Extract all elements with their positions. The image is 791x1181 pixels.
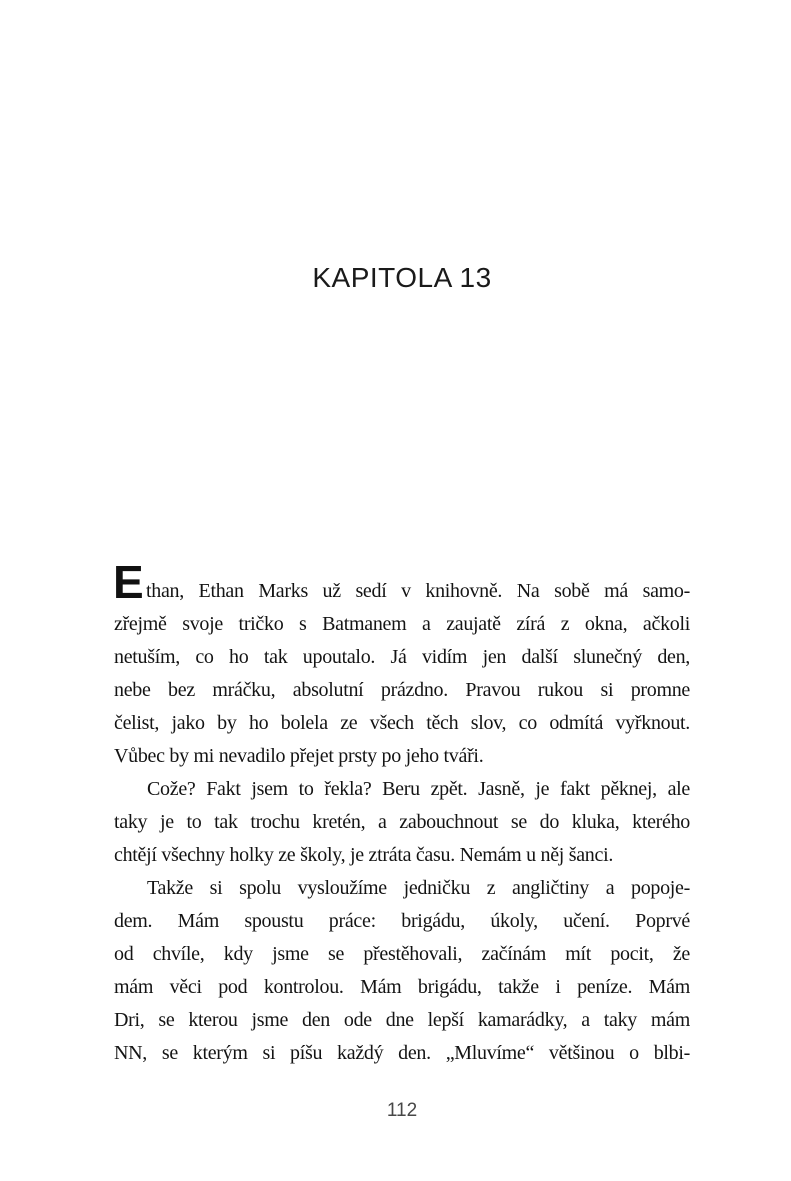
body-line: nebe bez mráčku, absolutní prázdno. Pravou rukou si promne xyxy=(114,679,690,701)
body-line: čelist, jako by ho bolela ze všech těch slov, co odmítá vyřknout. xyxy=(114,712,690,734)
body-line xyxy=(113,556,690,608)
body-line: Cože? Fakt jsem to řekla? Beru zpět. Jasně, je fakt pěknej, ale xyxy=(147,778,690,800)
body-line: chtějí všechny holky ze školy, je ztráta času. Nemám u něj šanci. xyxy=(114,844,614,866)
body-line: netuším, co ho tak upoutalo. Já vidím jen další slunečný den, xyxy=(114,646,690,668)
body-line: NN, se kterým si píšu každý den. „Mluvíme“ většinou o blbi- xyxy=(114,1042,690,1064)
chapter-heading: KAPITOLA 13 xyxy=(312,262,492,293)
body-line: Takže si spolu vysloužíme jedničku z angličtiny a popoje- xyxy=(147,877,690,899)
body-line-text: than, Ethan Marks už sedí v knihovně. Na sobě má samo- xyxy=(146,580,690,602)
body-line: Vůbec by mi nevadilo přejet prsty po jeho tváři. xyxy=(114,745,484,767)
page-number: 112 xyxy=(386,1100,418,1121)
body-line: mám věci pod kontrolou. Mám brigádu, takže i peníze. Mám xyxy=(114,976,690,998)
body-line: dem. Mám spoustu práce: brigádu, úkoly, učení. Poprvé xyxy=(114,910,690,932)
initial-cap: E xyxy=(113,556,144,608)
body-line: taky je to tak trochu kretén, a zabouchnout se do kluka, kterého xyxy=(114,811,690,833)
body-line: od chvíle, kdy jsme se přestěhovali, začínám mít pocit, že xyxy=(114,943,690,965)
page-body xyxy=(113,556,690,1070)
body-line: Dri, se kterou jsme den ode dne lepší kamarádky, a taky mám xyxy=(114,1009,690,1031)
body-line: zřejmě svoje tričko s Batmanem a zaujatě zírá z okna, ačkoli xyxy=(114,613,690,635)
